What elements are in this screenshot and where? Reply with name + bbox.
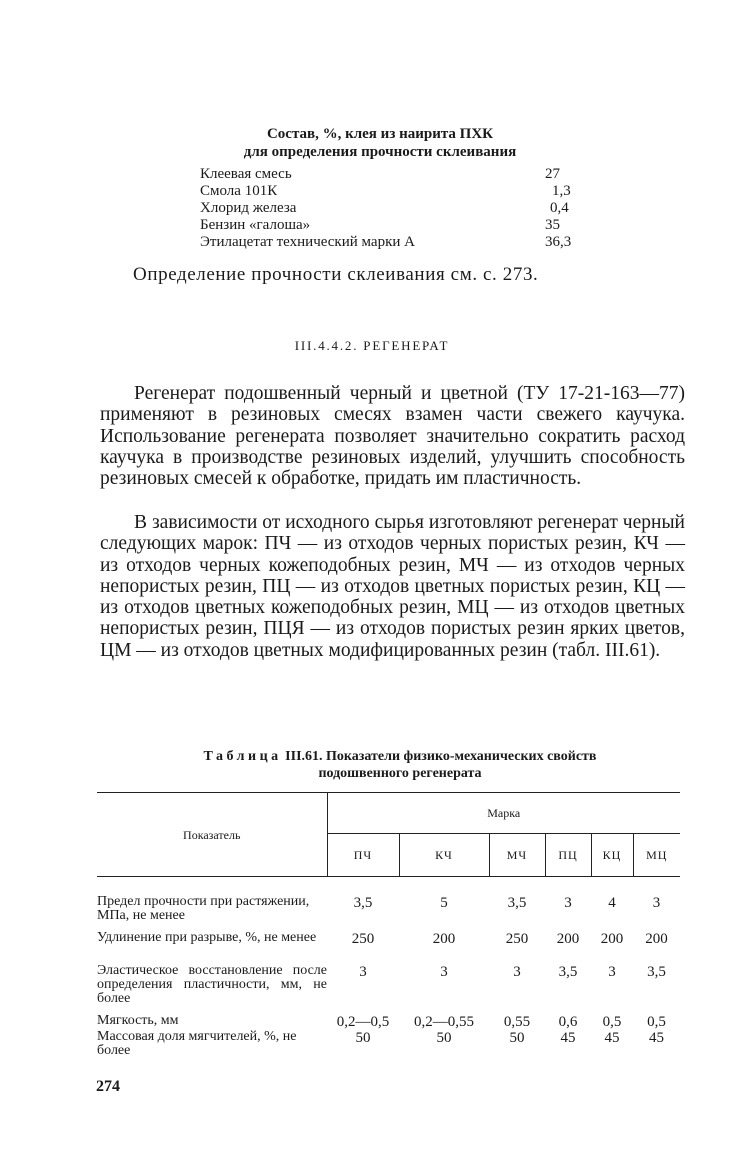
table-row <box>97 964 680 1014</box>
cell-value: 0,6 <box>558 1014 578 1030</box>
composition-row <box>200 183 580 200</box>
table-row <box>97 931 680 964</box>
cell-value: 5 <box>440 895 448 911</box>
composition-row <box>200 217 580 234</box>
header-grade: КЦ <box>591 834 633 877</box>
row-label: Эластическое восстановление после определения пластичности, мм, не более <box>97 963 327 1006</box>
cell-value: 4 <box>608 895 616 911</box>
row-label: Предел прочности при растяжении, МПа, не менее <box>97 894 310 923</box>
cell-value: 3,5 <box>647 964 666 980</box>
composition-row-value: 35 <box>545 217 560 233</box>
header-grade: ПЧ <box>353 848 373 862</box>
composition-row-value: 0,4 <box>550 200 569 216</box>
header-grade: ПЦ <box>545 834 591 877</box>
composition-row <box>200 200 580 217</box>
section-heading: III.4.4.2. РЕГЕНЕРАТ <box>294 338 450 353</box>
header-grade: КЧ <box>399 834 489 877</box>
table-caption-word: Таблица <box>203 749 282 764</box>
header-grade: МЦ <box>633 834 680 877</box>
composition-row-value: 27 <box>545 166 560 182</box>
composition-row-value: 36,3 <box>545 234 572 250</box>
cell-value: 0,2—0,5 <box>336 1014 390 1030</box>
header-grade-group: Марка <box>327 793 680 834</box>
cell-value: 0,55 <box>503 1014 531 1030</box>
cell-value: 0,2—0,55 <box>414 1014 474 1030</box>
cell-value: 3 <box>652 895 661 911</box>
composition-row <box>200 234 580 251</box>
cell-value: 45 <box>649 1030 664 1046</box>
table-row <box>97 1030 680 1060</box>
composition-row-value: 1,3 <box>552 183 571 199</box>
cell-value: 0,5 <box>602 1014 622 1030</box>
cell-value: 50 <box>509 1030 525 1046</box>
cell-value: 3,5 <box>353 895 373 911</box>
composition-row-name: Этилацетат технический марки А <box>200 234 415 250</box>
cell-value: 200 <box>600 931 624 947</box>
cell-value: 200 <box>645 931 668 947</box>
cell-value: 250 <box>505 931 529 947</box>
composition-row-name: Хлорид железа <box>200 200 297 216</box>
cell-value: 3 <box>440 964 448 980</box>
row-label: Мягкость, мм <box>97 1013 179 1028</box>
composition-row <box>200 166 580 183</box>
cell-value: 3,5 <box>558 964 578 980</box>
composition-row-name: Смола 101К <box>200 183 278 199</box>
reference-text: Определение прочности склеивания см. с. 273. <box>133 264 539 285</box>
paragraph-text: Регенерат подошвенный черный и цветной (ТУ 17-21-163—77) применяют в резиновых смесях взамен части свежего каучука. Использование регенерата позволяет значительно сократить расход каучука в производстве резиновых изделий, улучшить способность резиновых смесей к обработке, придать им пластичность. <box>100 383 685 490</box>
composition-row-name: Бензин «галоша» <box>200 217 311 233</box>
composition-title <box>150 125 610 161</box>
table-row <box>97 1014 680 1030</box>
properties-table <box>97 792 680 1060</box>
page-number: 274 <box>96 1078 120 1095</box>
table-caption-line2: подошвенного регенерата <box>318 766 482 781</box>
paragraph-grades: В зависимости от исходного сырья изготовляют регенерат черный следующих марок: ПЧ — из отходов черных пористых резин, КЧ — из отходов черных кожеподобных резин, МЧ — из отходов черных непористых резин, ПЦ — из отходов цветных пористых резин, КЦ — из отходов цветных кожеподобных резин, МЦ — из отходов цветных непористых резин, ПЦЯ — из отходов пористых резин ярких цветов, ЦМ — из отходов цветных модифицированных резин (табл. III.61). <box>100 512 685 661</box>
composition-row-name: Клеевая смесь <box>200 166 292 182</box>
cell-value: 3 <box>564 895 572 911</box>
cell-value: 45 <box>560 1030 576 1046</box>
header-grade: МЧ <box>489 834 545 877</box>
cell-value: 200 <box>556 931 580 947</box>
table-caption <box>120 748 680 782</box>
cell-value: 0,5 <box>647 1014 666 1030</box>
row-label: Массовая доля мягчителей, %, не более <box>97 1029 297 1058</box>
composition-title-line1: Состав, %, клея из наирита ПХК <box>266 126 494 142</box>
cell-value: 3 <box>359 964 367 980</box>
cell-value: 3,5 <box>507 895 527 911</box>
cell-value: 3 <box>513 964 521 980</box>
table-row <box>97 895 680 931</box>
row-label: Удлинение при разрыве, %, не менее <box>97 930 317 945</box>
header-parameter: Показатель <box>97 793 327 877</box>
paragraph-regenerate-use <box>100 383 685 489</box>
cell-value: 250 <box>351 931 375 947</box>
composition-title-line2: для определения прочности склеивания <box>243 144 517 160</box>
cell-value: 50 <box>355 1030 371 1046</box>
cell-value: 3 <box>608 964 616 980</box>
table-caption-title: III.61. Показатели физико-механических свойств <box>285 749 597 764</box>
cell-value: 200 <box>432 931 456 947</box>
cell-value: 45 <box>604 1030 620 1046</box>
cell-value: 50 <box>436 1030 452 1046</box>
